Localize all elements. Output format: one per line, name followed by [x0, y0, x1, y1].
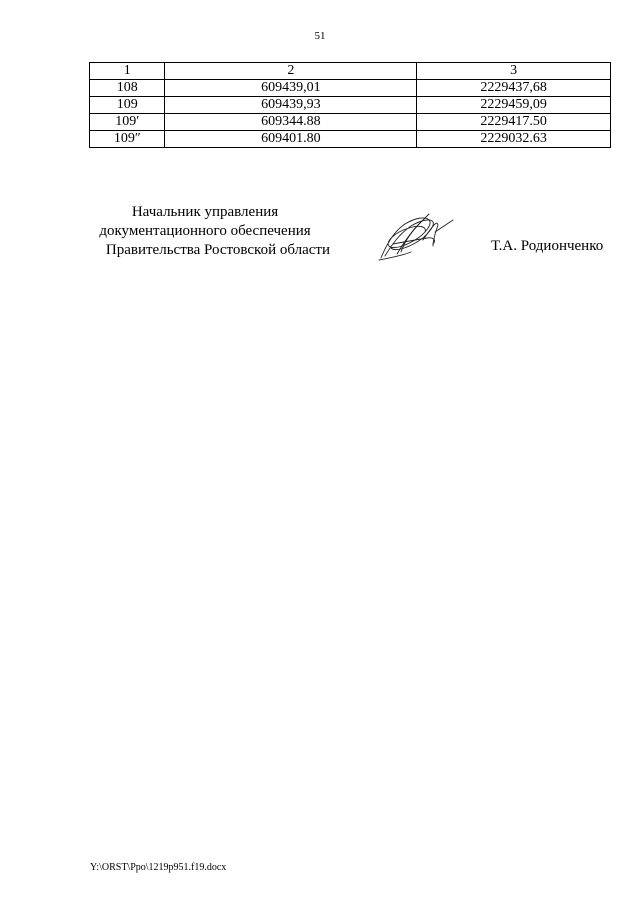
y-coordinate-cell: 2229032.63 — [417, 131, 611, 148]
y-coordinate-cell: 2229437,68 — [417, 80, 611, 97]
signatory-name: Т.А. Родионченко — [491, 238, 604, 254]
point-number-cell: 109″ — [90, 131, 165, 148]
x-coordinate-cell: 609439,01 — [165, 80, 417, 97]
column-header: 3 — [417, 63, 611, 80]
page-number: 51 — [314, 30, 326, 42]
x-coordinate-cell: 609401.80 — [165, 131, 417, 148]
x-coordinate-cell: 609439,93 — [165, 97, 417, 114]
signatory-title-line: Начальник управления — [131, 204, 279, 220]
x-coordinate-cell: 609344.88 — [165, 114, 417, 131]
coordinates-table — [89, 62, 611, 148]
table-row — [90, 80, 611, 97]
point-number-cell: 109 — [90, 97, 165, 114]
column-header: 1 — [90, 63, 165, 80]
signatory-title-line: Правительства Ростовской области — [105, 242, 330, 258]
table-header-row — [90, 63, 611, 80]
y-coordinate-cell: 2229417.50 — [417, 114, 611, 131]
document-file-path: Y:\ORST\Ppo\1219p951.f19.docx — [90, 862, 227, 873]
column-header: 2 — [165, 63, 417, 80]
handwritten-signature-icon — [375, 210, 457, 262]
point-number-cell: 108 — [90, 80, 165, 97]
table-row — [90, 114, 611, 131]
signatory-title — [80, 203, 330, 260]
point-number-cell: 109′ — [90, 114, 165, 131]
table-row — [90, 97, 611, 114]
signatory-title-line: документационного обеспечения — [99, 223, 311, 239]
table-row — [90, 131, 611, 148]
y-coordinate-cell: 2229459,09 — [417, 97, 611, 114]
